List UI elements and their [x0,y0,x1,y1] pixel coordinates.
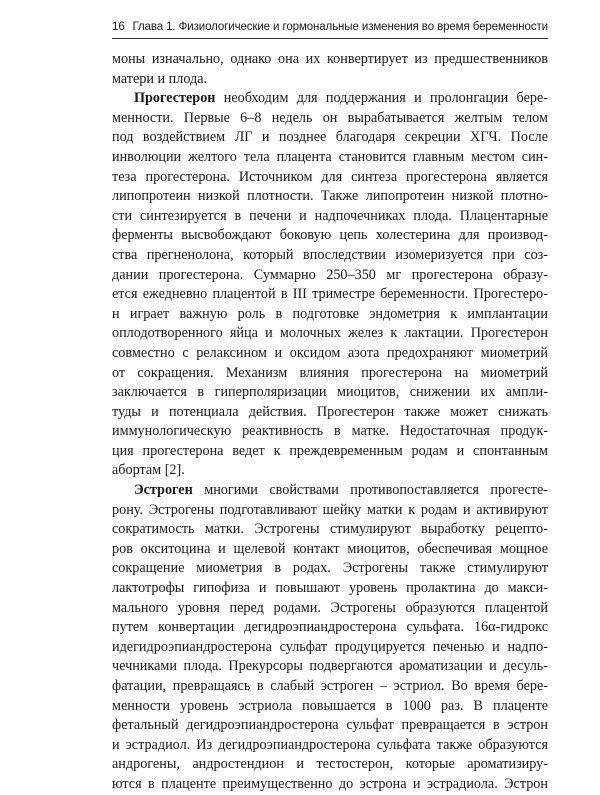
line-text: сокращение миометрия в родах. Эстрогены также стимулируют [112,560,548,577]
term-heading: Эстроген [134,482,193,499]
text-line [112,481,548,501]
text-line [112,599,548,619]
text-line [112,226,548,246]
line-text: теза прогестерона. Источником для синтеза прогестерона является [112,168,548,185]
text-line [112,344,548,364]
line-text: оплодотворенного яйца и молочных желез к лактации. Прогестерон [112,325,548,342]
text-line [112,285,548,305]
text-line [112,442,548,462]
text-line [112,324,548,344]
line-text: сти синтезируется в печени и надпочечниках плода. Плацентарные [112,207,548,224]
text-line [112,677,548,697]
text-line [112,697,548,717]
text-line [112,540,548,560]
line-text: липопротеин низкой плотности. Также липопротеин низкой плотно- [112,188,548,205]
text-line [112,403,548,423]
line-text: мального уровня перед родами. Эстрогены образуются плацентой [112,599,548,616]
line-text: ется ежедневно плацентой в III триместре беременности. Прогестеро- [112,286,548,303]
text-line [112,775,548,795]
line-text: ферменты высвобождают боковую цепь холестерина для производ- [112,227,548,244]
text-line [112,148,548,168]
text-line [112,89,548,109]
text-line [112,579,548,599]
text-line [112,716,548,736]
line-text: от сокращения. Механизм влияния прогестерона на миометрий [112,364,548,381]
line-text: и эстрадиол. Из дегидроэпиандростерона сульфата также образуются [112,736,548,753]
line-text: абортам [2]. [112,462,185,479]
text-line [112,520,548,540]
text-line [112,187,548,207]
text-line [112,501,548,521]
line-text: сократимость матки. Эстрогены стимулируют выработку рецепто- [112,521,548,538]
text-line [112,422,548,442]
line-text: фетальный дегидроэпиандростерона сульфат превращается в эстрон [112,717,548,734]
line-text: рону. Эстрогены подготавливают шейку матки к родам и активируют [112,501,548,518]
text-line [112,246,548,266]
running-title: Глава 1. Физиологические и гормональные изменения во время беременности [132,21,548,33]
page-header [112,18,548,39]
term-heading: Прогестерон [134,90,216,107]
text-line [112,266,548,286]
line-text: совместно с релаксином и оксидом азота предохраняют миометрий [112,344,548,361]
text-line [112,305,548,325]
line-text: н играет важную роль в подготовке эндометрия к имплантации [112,305,548,322]
line-text: под воздействием ЛГ и позднее благодаря секреции ХГЧ. После [112,129,548,146]
line-text: андрогены, андростендион и тестостерон, которые ароматизиру- [112,756,548,773]
text-line [112,70,548,90]
line-text: необходим для поддержания и пролонгации бере- [215,90,548,107]
text-line [112,128,548,148]
body-text [112,50,548,795]
text-line [112,207,548,227]
line-text: дании прогестерона. Суммарно 250–350 мг прогестерона образу- [112,266,548,283]
line-text: менности уровень эстриола повышается в 1000 раз. В плаценте [112,697,548,714]
line-text: менности. Первые 6–8 недель он вырабатывается желтым телом [112,109,548,126]
line-text: ются в плаценте преимущественно до эстрона и эстрадиола. Эстрон [112,775,548,792]
text-line [112,383,548,403]
line-text: инволюции желтого тела плацента становится главным местом син- [112,148,548,165]
line-text: ства прегненолона, который впоследствии изомеризуется при соз- [112,246,548,263]
text-line [112,755,548,775]
text-line [112,461,548,481]
text-line [112,657,548,677]
text-line [112,638,548,658]
line-text: туды и потенциала действия. Прогестерон также может снижать [112,403,548,420]
text-line [112,364,548,384]
line-text: моны изначально, однако она их конвертирует из предшественников [112,51,548,67]
line-text: иммунологическую реактивность в матке. Недостаточная продук- [112,423,548,440]
line-text: чечниками плода. Прекурсоры подвергаются ароматизации и десуль- [112,658,548,675]
text-line [112,168,548,188]
text-line [112,618,548,638]
text-line [112,736,548,756]
text-line [112,109,548,129]
line-text: лактотрофы гипофиза и повышают уровень пролактина до макси- [112,580,548,597]
line-text: заключается в гиперполяризации миоцитов, снижении их ампли- [112,384,548,401]
line-text: многими свойствами противопоставляется прогесте- [192,482,548,499]
line-text: ров окситоцина и щелевой контакт миоцитов, обеспечивая мощное [112,540,548,557]
line-text: ция прогестерона ведет к преждевременным родам и спонтанным [112,442,548,459]
text-line [112,50,548,70]
page-number: 16 [112,21,125,33]
text-line [112,559,548,579]
line-text: идегидроэпиандростерона сульфат продуцируется печенью и надпо- [112,638,548,655]
line-text: путем конвертации дегидроэпиандростерона сульфата. 16α-гидрокс [112,619,548,636]
line-text: матери и плода. [112,70,208,87]
line-text: фатации, превращаясь в слабый эстроген – эстриол. Во время бере- [112,678,548,694]
